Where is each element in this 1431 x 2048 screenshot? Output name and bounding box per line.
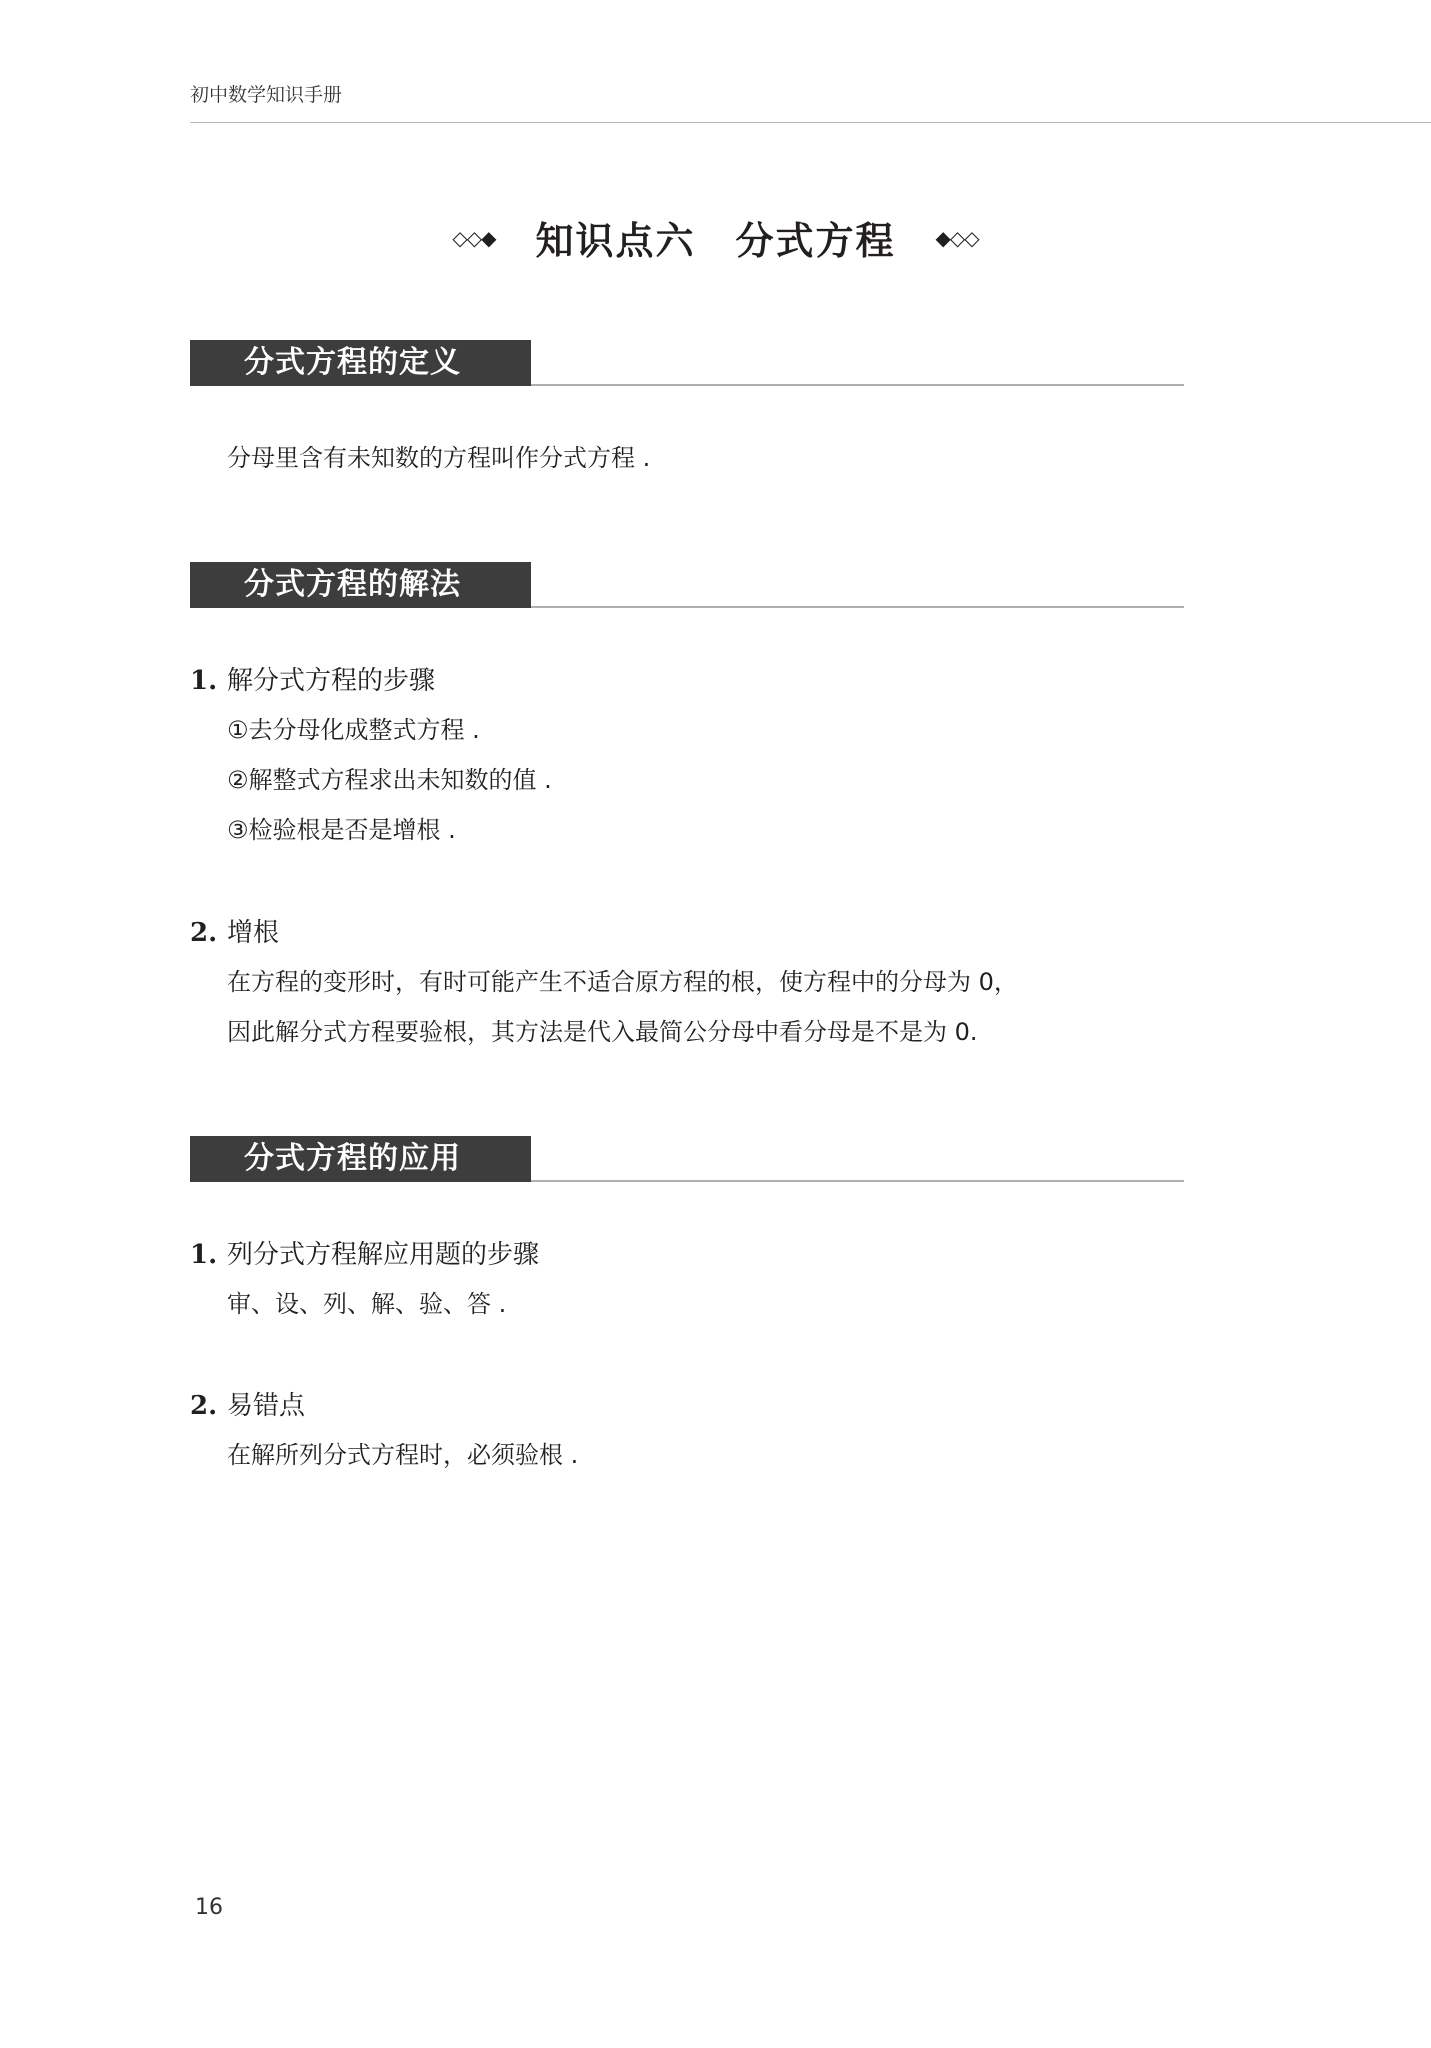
- item-title: 增根: [227, 918, 280, 948]
- item-title: 易错点: [227, 1391, 306, 1421]
- item-title: 解分式方程的步骤: [227, 666, 436, 696]
- item-number: 2.: [190, 918, 218, 948]
- item-line: 因此解分式方程要验根，其方法是代入最简公分母中看分母是不是为 0.: [227, 1018, 978, 1046]
- item-line: 审、设、列、解、验、答 .: [227, 1290, 507, 1318]
- section-heading: [190, 340, 1184, 386]
- section-heading-label: 分式方程的应用: [190, 1136, 531, 1182]
- ornament-left-icon: ◇◇◆: [452, 225, 496, 250]
- section-heading: [190, 1136, 1184, 1182]
- section-heading: [190, 562, 1184, 608]
- chapter-title: [0, 210, 1431, 265]
- page-number: 16: [195, 1895, 223, 1920]
- chapter-title-text: 知识点六 分式方程: [535, 219, 896, 263]
- ornament-right-icon: ◆◇◇: [935, 225, 979, 250]
- item-title: 列分式方程解应用题的步骤: [227, 1240, 540, 1270]
- header-rule: [190, 122, 1431, 123]
- item-heading: [190, 1234, 539, 1271]
- item-number: 1.: [190, 666, 218, 696]
- item-number: 2.: [190, 1391, 218, 1421]
- item-heading: [190, 660, 435, 697]
- running-header: 初中数学知识手册: [190, 84, 343, 106]
- item-number: 1.: [190, 1240, 218, 1270]
- section-heading-label: 分式方程的解法: [190, 562, 531, 608]
- item-line: ②解整式方程求出未知数的值 .: [227, 766, 552, 794]
- item-line: ①去分母化成整式方程 .: [227, 716, 480, 744]
- item-heading: [190, 1385, 305, 1422]
- section-heading-rule: [531, 384, 1184, 386]
- item-line: 在方程的变形时，有时可能产生不适合原方程的根，使方程中的分母为 0，: [227, 968, 1018, 996]
- section-heading-rule: [531, 1180, 1184, 1182]
- section-heading-label: 分式方程的定义: [190, 340, 531, 386]
- paragraph: 分母里含有未知数的方程叫作分式方程 .: [227, 444, 651, 472]
- item-heading: [190, 912, 279, 949]
- item-line: ③检验根是否是增根 .: [227, 816, 456, 844]
- section-heading-rule: [531, 606, 1184, 608]
- item-line: 在解所列分式方程时，必须验根 .: [227, 1441, 579, 1469]
